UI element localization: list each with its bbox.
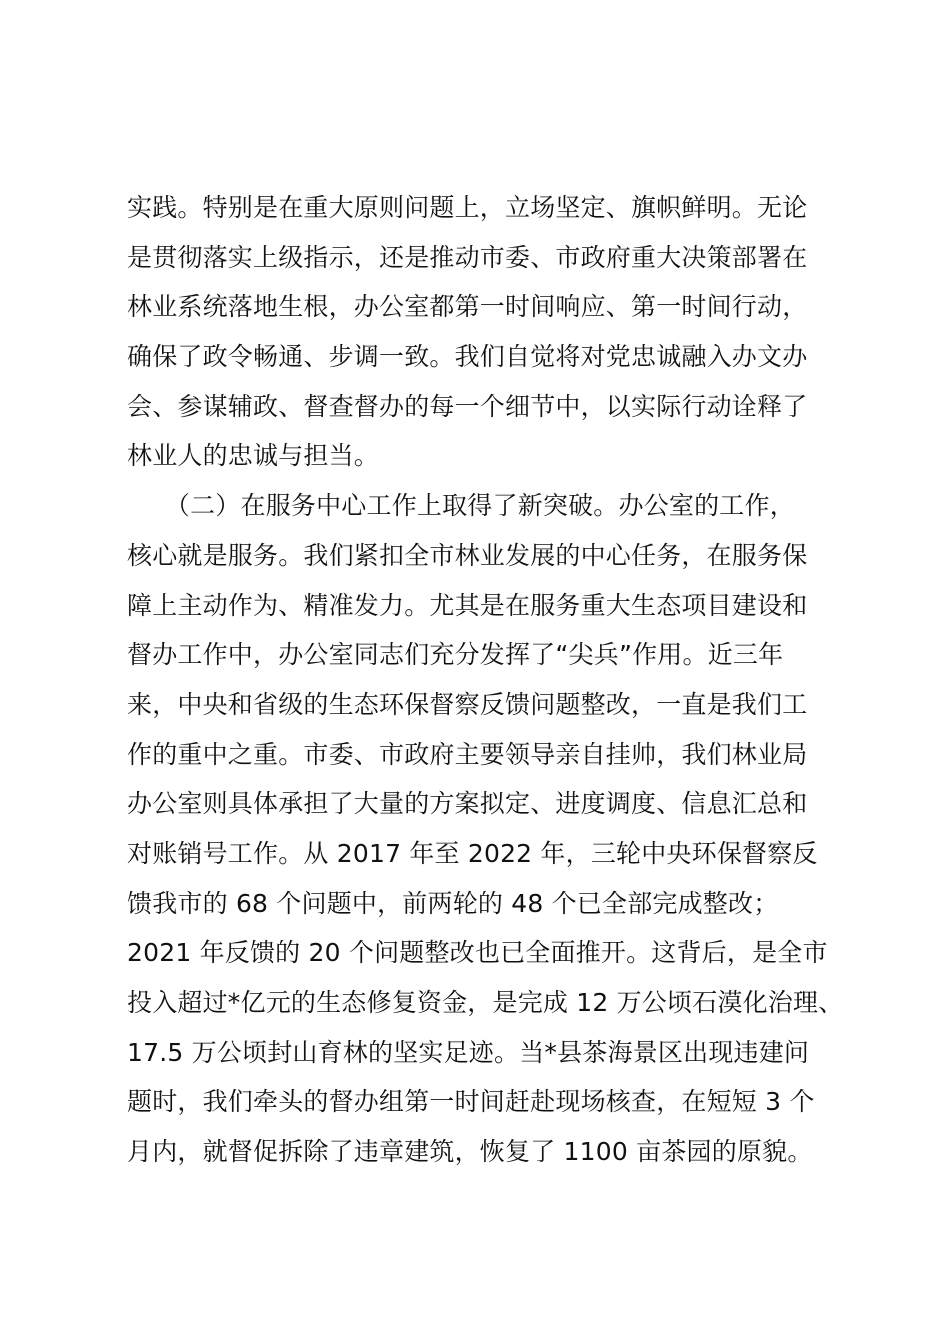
- text-line-1: 实践。特别是在重大原则问题上，立场坚定、旗帜鲜明。无论: [127, 193, 808, 222]
- text-line-13: 办公室则具体承担了大量的方案拟定、进度调度、信息汇总和: [127, 789, 808, 819]
- text-line-18: 17.5 万公顷封山育林的坚实足迹。当*县茶海景区出现违建问: [127, 1037, 810, 1067]
- text-line-3: 林业系统落地生根，办公室都第一时间响应、第一时间行动，: [127, 292, 808, 322]
- text-line-15: 馈我市的 68 个问题中，前两轮的 48 个已全部完成整改；: [127, 888, 779, 918]
- text-line-14: 对账销号工作。从 2017 年至 2022 年，三轮中央环保督察反: [127, 838, 818, 868]
- text-line-5: 会、参谋辅政、督查督办的每一个细节中，以实际行动诠释了: [127, 391, 808, 421]
- body-text: [127, 183, 847, 1177]
- text-line-12: 作的重中之重。市委、市政府主要领导亲自挂帅，我们林业局: [127, 739, 808, 769]
- text-line-9: 障上主动作为、精准发力。尤其是在服务重大生态项目建设和: [127, 590, 808, 620]
- text-line-20: 月内，就督促拆除了违章建筑，恢复了 1100 亩茶园的原貌。: [127, 1137, 813, 1167]
- text-line-17: 投入超过*亿元的生态修复资金，是完成 12 万公顷石漠化治理、: [127, 988, 844, 1017]
- text-line-2: 是贯彻落实上级指示，还是推动市委、市政府重大决策部署在: [127, 242, 808, 272]
- text-line-10: 督办工作中，办公室同志们充分发挥了“尖兵”作用。近三年: [127, 640, 784, 670]
- text-line-7: （二）在服务中心工作上取得了新突破。办公室的工作，: [127, 491, 795, 521]
- text-line-16: 2021 年反馈的 20 个问题整改也已全面推开。这背后，是全市: [127, 938, 828, 968]
- text-line-4: 确保了政令畅通、步调一致。我们自觉将对党忠诚融入办文办: [127, 342, 808, 372]
- text-line-19: 题时，我们牵头的督办组第一时间赶赴现场核查，在短短 3 个: [127, 1087, 815, 1117]
- text-line-11: 来，中央和省级的生态环保督察反馈问题整改，一直是我们工: [127, 689, 808, 719]
- text-line-6: 林业人的忠诚与担当。: [127, 441, 380, 471]
- text-line-8: 核心就是服务。我们紧扣全市林业发展的中心任务，在服务保: [127, 540, 808, 570]
